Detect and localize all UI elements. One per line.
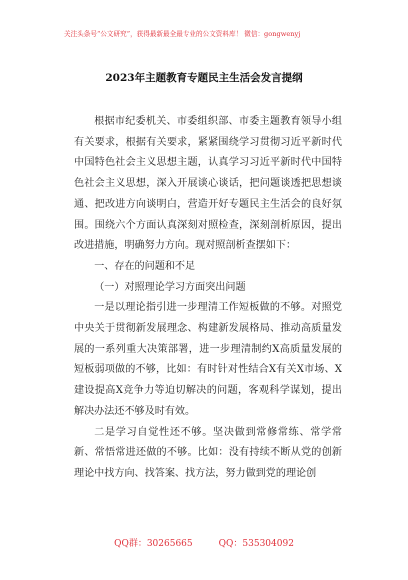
body-paragraph: 一是以理论指引进一步理清工作短板做的不够。对照党中央关于贯彻新发展理念、构建新发展格局、推动高质量发展的一系列重大决策部署，进一步理清制约X高质量发展的短板弱项做的不够，比如：有时针对性结合X有关X市场、X建设提高X竞争力等迫切解决的问题，客观科学谋划，提出解决办法还不够及时有效。 xyxy=(74,302,342,417)
footer-qq: QQ：535304092 xyxy=(218,539,294,549)
footer-contact xyxy=(0,536,408,549)
body-paragraph: 二是学习自觉性还不够。坚决做到常修常练、常学常新、常悟常进还做的不够。比如：没有持续不断从党的创新理论中找方向、找答案、找方法，努力做到党的理论创 xyxy=(74,426,342,479)
header-notice: 关注头条号“公文研究”，获得最新最全最专业的公文资料库！ 微信：gongwenyj xyxy=(64,30,301,38)
document-title: 2023年主题教育专题民主生活会发言提纲 xyxy=(105,72,303,84)
document-body xyxy=(74,112,342,485)
subsection-heading: （一）对照理论学习方面突出问题 xyxy=(94,281,246,293)
footer-qq-group: QQ群：30265665 xyxy=(114,539,193,549)
intro-paragraph: 根据市纪委机关、市委组织部、市委主题教育领导小组有关要求，根据有关要求，紧紧围绕学习贯彻习近平新时代中国特色社会主义思想主题，认真学习习近平新时代中国特色社会主义思想，深入开展谈心谈话，把问题谈透把思想谈通、把改进方向谈明白，营造开好专题民主生活会的良好氛围。围绕六个方面认真深刻对照检查，深刻剖析原因，提出改进措施，明确努力方向。现对照剖析查摆如下： xyxy=(74,116,342,252)
section-heading: 一、存在的问题和不足 xyxy=(94,260,196,272)
